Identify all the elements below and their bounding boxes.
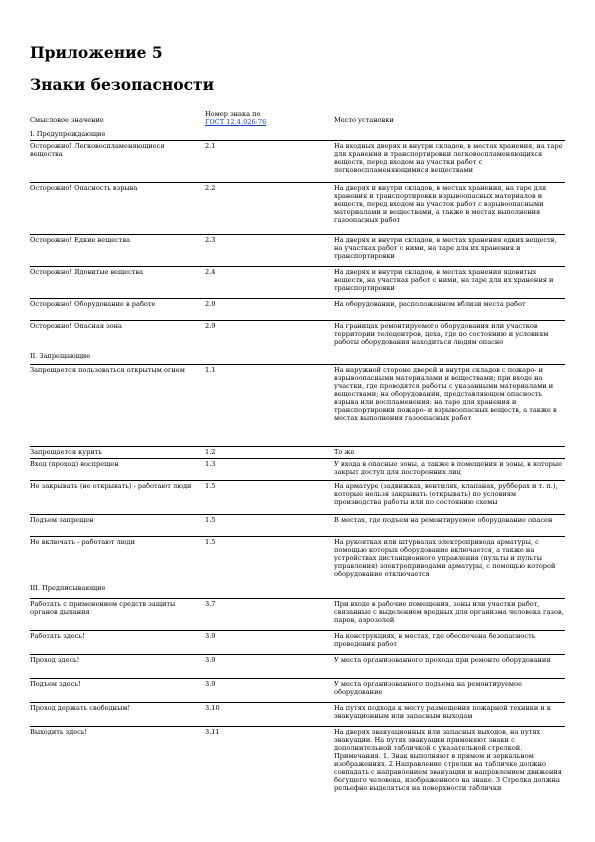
row-place: На арматуре (задвижках, вентилях, клапанах, рубберах и т. п.), которые нельзя закрывать (открывать) по условиям производства работы или по состоянию схемы [334,482,558,506]
row-place: При входе в рабочие помещения, зоны или участки работ, связанные с выделением вредных для организма человека газов, паров, аэрозолей [334,600,564,624]
column-header-meaning: Смысловое значение [30,116,104,124]
row-meaning: Проход здесь! [30,656,80,664]
row-number: 2.4 [205,268,216,276]
table-row [30,678,565,701]
row-place: На дверях и внутри складов, в местах хранения, на таре для хранения и транспортировки взрывоопасных материалов и веществ, перед входом на участок работ с взрывоопасными материалами и веществами, а также в местах выполнения газоопасных работ [334,184,547,224]
table-row [30,182,565,233]
gost-link[interactable]: ГОСТ 12.4.026-76 [205,118,267,126]
row-number: 2.2 [205,184,216,192]
page-title: Знаки безопасности [30,75,215,94]
row-meaning: Осторожно! Ядовитые вещества [30,268,144,276]
row-meaning: Запрещается курить [30,448,102,456]
row-number: 1.5 [205,538,216,546]
row-meaning: Осторожно! Оборудование в работе [30,300,156,308]
row-place: На входных дверях и внутри складов, в местах хранения, на таре для хранения и транспортировки легковоспламеняющихся веществ, перед входом на участки работ с легковоспламеняющимися веществами [334,142,563,174]
row-number: 3.10 [205,704,220,712]
table-row [30,536,565,583]
row-place: У входа в опасные зоны, а также в помещения и зоны, в которые закрыт доступ для посторонних лиц [334,460,563,476]
table-row [30,726,565,817]
row-place: На рукоятках или штурвалах электропривода арматуры, с помощью которых оборудование включается, а также на устройствах дистанционного управления (пульты и пульты управления) электроприводами арматуры, с помощью которой оборудование отключается [334,538,556,578]
row-number: 3.9 [205,632,216,640]
table-row [30,702,565,725]
table-row [30,234,565,265]
column-header-place: Место установки [334,116,394,124]
row-number: 3.7 [205,600,216,608]
table-row [30,364,565,445]
row-place: На наружной стороне дверей и внутри складов с пожаро- и взрывоопасными материалами и веществами; при входе на участки, где проводятся работы с указанными материалами и веществами; на оборудовании, представляющем опасность взрыва или воспламенения; на таре для хранения и транспортировки пожаро- и взрывоопасных веществ, а также в местах выполнения газоопасных работ [334,366,557,422]
row-place: На дверях и внутри складов, в местах хранения ядовитых веществ, на участках работ с ними, на таре для их хранения и транспортировки [334,268,554,292]
row-number: 1.2 [205,448,216,456]
table-row [30,458,565,479]
row-meaning: Не закрывать (не открывать) - работают люди [30,482,192,490]
row-meaning: Проход держать свободным! [30,704,131,712]
row-number: 1.5 [205,516,216,524]
row-place: На дверях и внутри складов, в местах хранения едких веществ, на участках работ с ними, на таре для их хранения и транспортировки [334,236,557,260]
table-row [30,298,565,319]
row-place: На конструкциях, в местах, где обеспечена безопасность проведения работ [334,632,536,648]
column-header-number-label: Номер знака по [205,110,261,118]
row-number: 2.1 [205,142,216,150]
appendix-title: Приложение 5 [30,43,163,62]
row-number: 1.1 [205,366,216,374]
row-place: На границах ремонтируемого оборудования или участков территории телецентров, цеха, где по состоянию и условиям работы оборудования находиться людям опасно [334,322,549,346]
row-meaning: Осторожно! Легковоспламеняющиеся вещества [30,142,165,158]
section-heading-mandatory: III. Предписывающие [30,584,106,592]
table-row [30,630,565,653]
row-meaning: Осторожно! Едкие вещества [30,236,131,244]
row-number: 3.11 [205,728,220,736]
table-row [30,654,565,677]
row-number: 1.5 [205,482,216,490]
row-place: У места организованного подъема на ремонтируемое оборудование [334,680,522,696]
section-heading-prohibition: II. Запрещающие [30,352,91,360]
row-number: 2.9 [205,322,216,330]
column-header-number [205,110,266,126]
row-meaning: Подъем запрещен [30,516,94,524]
table-row [30,514,565,535]
section-heading-warning: I. Предупреждающие [30,130,106,138]
row-place: На дверях эвакуационных или запасных выходов, на путях эвакуации. На путях эвакуации применяют знаки с дополнительной табличкой с указательной стрелкой. Примечания. 1. Знак выполняют в прямом и зеркальном изображениях. 2 Направление стрелки на табличке должно совпадать с направлением эвакуации и направлением движения бегущего человека, изображенного на знаке. 3 Стрелка должна рельефно выделяться на поверхности таблички [334,728,562,792]
row-number: 3.9 [205,680,216,688]
row-meaning: Не включать - работают люди [30,538,135,546]
row-meaning: Работать с применением средств защиты органов дыхания [30,600,176,616]
row-number: 3.9 [205,656,216,664]
row-number: 2.3 [205,236,216,244]
row-meaning: Осторожно! Опасная зона [30,322,122,330]
row-meaning: Осторожно! Опасность взрыва [30,184,138,192]
row-meaning: Работать здесь! [30,632,85,640]
table-row [30,266,565,297]
row-place: У места организованного прохода при ремонте оборудования [334,656,551,664]
row-meaning: Запрещается пользоваться открытым огнем [30,366,185,374]
table-row [30,480,565,513]
table-row [30,446,565,457]
row-place: На путях подхода к месту размещения пожарной техники и к эвакуационным или запасным выходам [334,704,552,720]
row-place: На оборудовании, расположенном вблизи места работ [334,300,526,308]
row-meaning: Подъем здесь! [30,680,81,688]
row-place: В местах, где подъем на ремонтируемое оборудование опасен [334,516,553,524]
row-place: То же [334,448,355,456]
row-number: 1.3 [205,460,216,468]
table-row [30,320,565,351]
table-row [30,140,565,181]
row-meaning: Вход (проход) воспрещен [30,460,119,468]
row-meaning: Выходить здесь! [30,728,88,736]
row-number: 2.9 [205,300,216,308]
